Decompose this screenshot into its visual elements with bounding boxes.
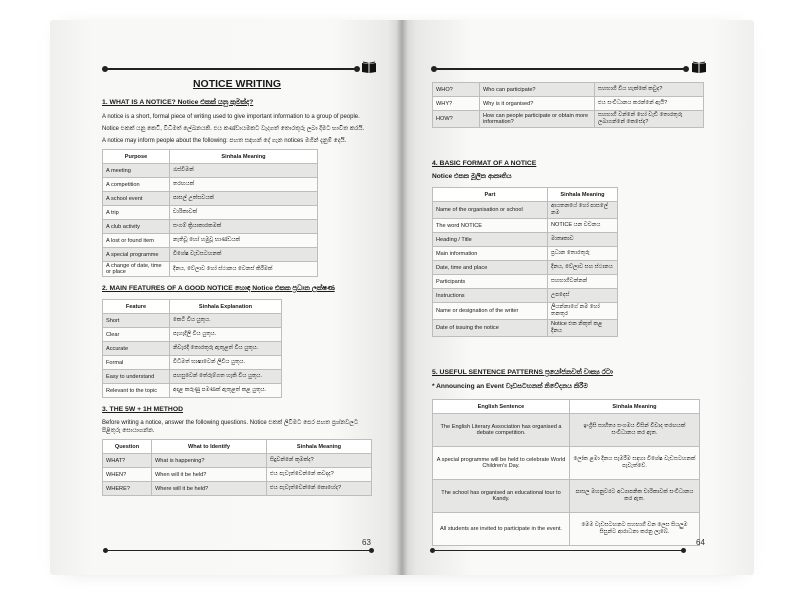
table-header: Purpose	[103, 150, 170, 164]
cell: The English Literary Association has organised a debate competition.	[433, 414, 570, 447]
cell: Date of issuing the notice	[433, 320, 548, 337]
cell: Formal	[103, 356, 170, 370]
table-row	[103, 454, 372, 468]
table-row	[103, 206, 318, 220]
table-header: Sinhala Explanation	[170, 300, 282, 314]
questions-table-continued	[432, 82, 704, 128]
format-table	[432, 187, 618, 337]
cell: A club activity	[103, 220, 170, 234]
purpose-table	[102, 149, 318, 277]
cell: WHERE?	[103, 482, 152, 496]
book-icon	[362, 61, 376, 73]
cell: WHEN?	[103, 468, 152, 482]
cell: පාසල් උත්සවයක්	[170, 192, 318, 206]
section-heading-main-features: 2. MAIN FEATURES OF A GOOD NOTICE හොඳ Notice එකක ප්‍රධාන ලක්ෂණ	[102, 285, 335, 292]
questions-table	[102, 439, 372, 496]
cell: සිදුවන්නේ කුමක්ද?	[267, 454, 372, 468]
cell: Participants	[433, 275, 548, 289]
cell: ප්‍රධාන තොරතුරු	[548, 247, 618, 261]
cell: Name or designation of the writer	[433, 303, 548, 320]
book-spine	[396, 20, 408, 575]
cell: WHY?	[433, 97, 480, 111]
cell: දිනය, වේලාව හෝ ස්ථානය වෙනස් කිරීමක්	[170, 262, 318, 277]
table-row	[433, 202, 618, 219]
table-row	[433, 247, 618, 261]
table-row	[433, 111, 704, 128]
cell: සහභාගී වන්නේ හෝ වැඩි තොරතුරු ලබාගන්නේ කෙසේද?	[595, 111, 704, 128]
page-number: 63	[362, 538, 371, 547]
section-heading-5w1h: 3. THE 5W + 1H METHOD	[102, 406, 184, 413]
table-row	[103, 192, 318, 206]
paragraph: A notice is a short, formal piece of writing used to give important information to a group of people.	[102, 114, 360, 120]
cell: A trip	[103, 206, 170, 220]
cell: සංගම් ක්‍රියාකාරකමක්	[170, 220, 318, 234]
cell: විධිමත් භාෂාවෙන් ලිවිය යුතුය.	[170, 356, 282, 370]
subheading: Notice එකක මූලික ආකෘතිය	[432, 173, 512, 180]
cell: රැස්වීමක්	[170, 164, 318, 178]
table-row	[433, 83, 704, 97]
cell: Who can participate?	[480, 83, 595, 97]
table-row	[103, 482, 372, 496]
table-header: Sinhala Meaning	[170, 150, 318, 164]
footer-rule	[432, 550, 684, 551]
table-row	[103, 234, 318, 248]
table-header: English Sentence	[433, 400, 570, 414]
cell: All students are invited to participate in the event.	[433, 513, 570, 546]
cell: තරඟයක්	[170, 178, 318, 192]
cell: නැතිවූ හෝ හමුවූ භාණ්ඩයක්	[170, 234, 318, 248]
cell: Name of the organisation or school	[433, 202, 548, 219]
paragraph: Before writing a notice, answer the following questions. Notice එකක් ලිවීමට පෙර පහත ප්‍රශ්නවලට පිළිතුරු සොයාගන්න.	[102, 420, 359, 434]
table-header: Sinhala Meaning	[267, 440, 372, 454]
cell: How can people participate or obtain more information?	[480, 111, 595, 128]
section-heading-sentence-patterns: 5. USEFUL SENTENCE PATTERNS ප්‍රයෝජනවත් වාක්‍ය රටා	[432, 369, 613, 376]
right-page	[402, 20, 754, 575]
table-row	[103, 342, 282, 356]
cell: Accurate	[103, 342, 170, 356]
cell: The word NOTICE	[433, 219, 548, 233]
cell: Why is it organised?	[480, 97, 595, 111]
cell: පාසල මහනුවරට අධ්‍යාපනික චාරිකාවක් සංවිධානය කර ඇත.	[570, 480, 700, 513]
table-row	[103, 314, 282, 328]
cell: විශේෂ වැඩසටහනක්	[170, 248, 318, 262]
table-row	[103, 220, 318, 234]
cell: උපදෙස්	[548, 289, 618, 303]
table-row	[433, 414, 700, 447]
table-header: Feature	[103, 300, 170, 314]
page-number: 64	[696, 538, 705, 547]
footer-rule	[105, 550, 372, 551]
cell: Easy to understand	[103, 370, 170, 384]
cell: When will it be held?	[152, 468, 267, 482]
table-row	[103, 248, 318, 262]
cell: A school event	[103, 192, 170, 206]
cell: A competition	[103, 178, 170, 192]
table-row	[433, 275, 618, 289]
right-content	[432, 82, 704, 546]
cell: Where will it be held?	[152, 482, 267, 496]
cell: ලියන්නාගේ නම හෝ තනතුර	[548, 303, 618, 320]
cell: Date, time and place	[433, 261, 548, 275]
cell: A lost or found item	[103, 234, 170, 248]
cell: WHO?	[433, 83, 480, 97]
features-table	[102, 299, 282, 398]
table-header: Sinhala Meaning	[548, 188, 618, 202]
table-row	[433, 289, 618, 303]
cell: ආයතනයේ හෝ පාසලේ නම	[548, 202, 618, 219]
table-row	[433, 513, 700, 546]
cell: Notice එක නිකුත් කළ දිනය	[548, 320, 618, 337]
table-header: Question	[103, 440, 152, 454]
table-row	[103, 178, 318, 192]
table-row	[433, 97, 704, 111]
cell: මාතෘකාව	[548, 233, 618, 247]
cell: පැහැදිලි විය යුතුය.	[170, 328, 282, 342]
subheading: * Announcing an Event වැඩසටහනක් නිවේදනය කිරීම	[432, 383, 588, 390]
table-header: Sinhala Meaning	[570, 400, 700, 414]
table-row	[103, 356, 282, 370]
table-row	[433, 219, 618, 233]
cell: Relevant to the topic	[103, 384, 170, 398]
cell: Instructions	[433, 289, 548, 303]
cell: පහසුවෙන් තේරුම්ගත හැකි විය යුතුය.	[170, 370, 282, 384]
table-row	[433, 447, 700, 480]
cell: The school has organised an educational tour to Kandy.	[433, 480, 570, 513]
cell: සහභාගීවන්නන්	[548, 275, 618, 289]
cell: A special programme will be held to celebrate World Children's Day.	[433, 447, 570, 480]
cell: අදාළ කරුණු පමණක් ඇතුළත් කළ යුතුය.	[170, 384, 282, 398]
cell: Short	[103, 314, 170, 328]
cell: නිවැරදි තොරතුරු ඇතුළත් විය යුතුය.	[170, 342, 282, 356]
table-header: Part	[433, 188, 548, 202]
cell: NOTICE යන වචනය	[548, 219, 618, 233]
sentence-patterns-table	[432, 399, 700, 546]
page-title: NOTICE WRITING	[192, 78, 282, 90]
table-row	[433, 320, 618, 337]
cell: චාරිකාවක්	[170, 206, 318, 220]
table-row	[103, 262, 318, 277]
cell: ලෝක ළමා දිනය සැමරීම සඳහා විශේෂ වැඩසටහනක් පැවැත්වේ.	[570, 447, 700, 480]
paragraph-sinhala: Notice එකක් යනු කෙටි, විධිමත් ලේඛනයකි. එය කණ්ඩායමකට වැදගත් තොරතුරු ලබා දීමට භාවිත කරයි.	[102, 126, 365, 132]
cell: Clear	[103, 328, 170, 342]
cell: A change of date, time or place	[103, 262, 170, 277]
table-row	[433, 233, 618, 247]
table-row	[433, 261, 618, 275]
cell: A special programme	[103, 248, 170, 262]
cell: WHAT?	[103, 454, 152, 468]
cell: දිනය, වේලාව සහ ස්ථානය	[548, 261, 618, 275]
section-heading-what-is-notice: 1. WHAT IS A NOTICE? Notice එකක් යනු කුමක්ද?	[102, 99, 254, 106]
cell: HOW?	[433, 111, 480, 128]
table-row	[433, 303, 618, 320]
cell: එය පැවැත්වෙන්නේ කොහේද?	[267, 482, 372, 496]
table-row	[103, 384, 282, 398]
section-heading-basic-format: 4. BASIC FORMAT OF A NOTICE	[432, 160, 537, 167]
cell: එය පැවැත්වෙන්නේ කවදාද?	[267, 468, 372, 482]
cell: සහභාගී විය හැක්කේ කවුද?	[595, 83, 704, 97]
cell: කෙටි විය යුතුය.	[170, 314, 282, 328]
left-page	[50, 20, 402, 575]
left-content	[102, 78, 372, 496]
book-icon	[692, 61, 706, 73]
table-row	[103, 468, 372, 482]
table-row	[103, 164, 318, 178]
header-rule	[105, 68, 357, 70]
paragraph: A notice may inform people about the following: පහත සඳහන් දේ ගැන notices මගින් දැනුම් දෙයි.	[102, 138, 347, 144]
table-header: What to Identify	[152, 440, 267, 454]
cell: මෙම වැඩසටහනට සහභාගී වන ලෙස සියලුම සිසුන්ට ආරාධනා කරනු ලැබේ.	[570, 513, 700, 546]
table-row	[103, 370, 282, 384]
open-book	[50, 20, 754, 575]
cell: එය සංවිධානය කරන්නේ ඇයි?	[595, 97, 704, 111]
cell: Main information	[433, 247, 548, 261]
cell: What is happening?	[152, 454, 267, 468]
cell: ඉංග්‍රීසි සාහිත්‍ය සංගමය විසින් විවාද තරඟයක් සංවිධානය කර ඇත.	[570, 414, 700, 447]
header-rule	[434, 68, 686, 70]
table-row	[103, 328, 282, 342]
cell: A meeting	[103, 164, 170, 178]
table-row	[433, 480, 700, 513]
cell: Heading / Title	[433, 233, 548, 247]
